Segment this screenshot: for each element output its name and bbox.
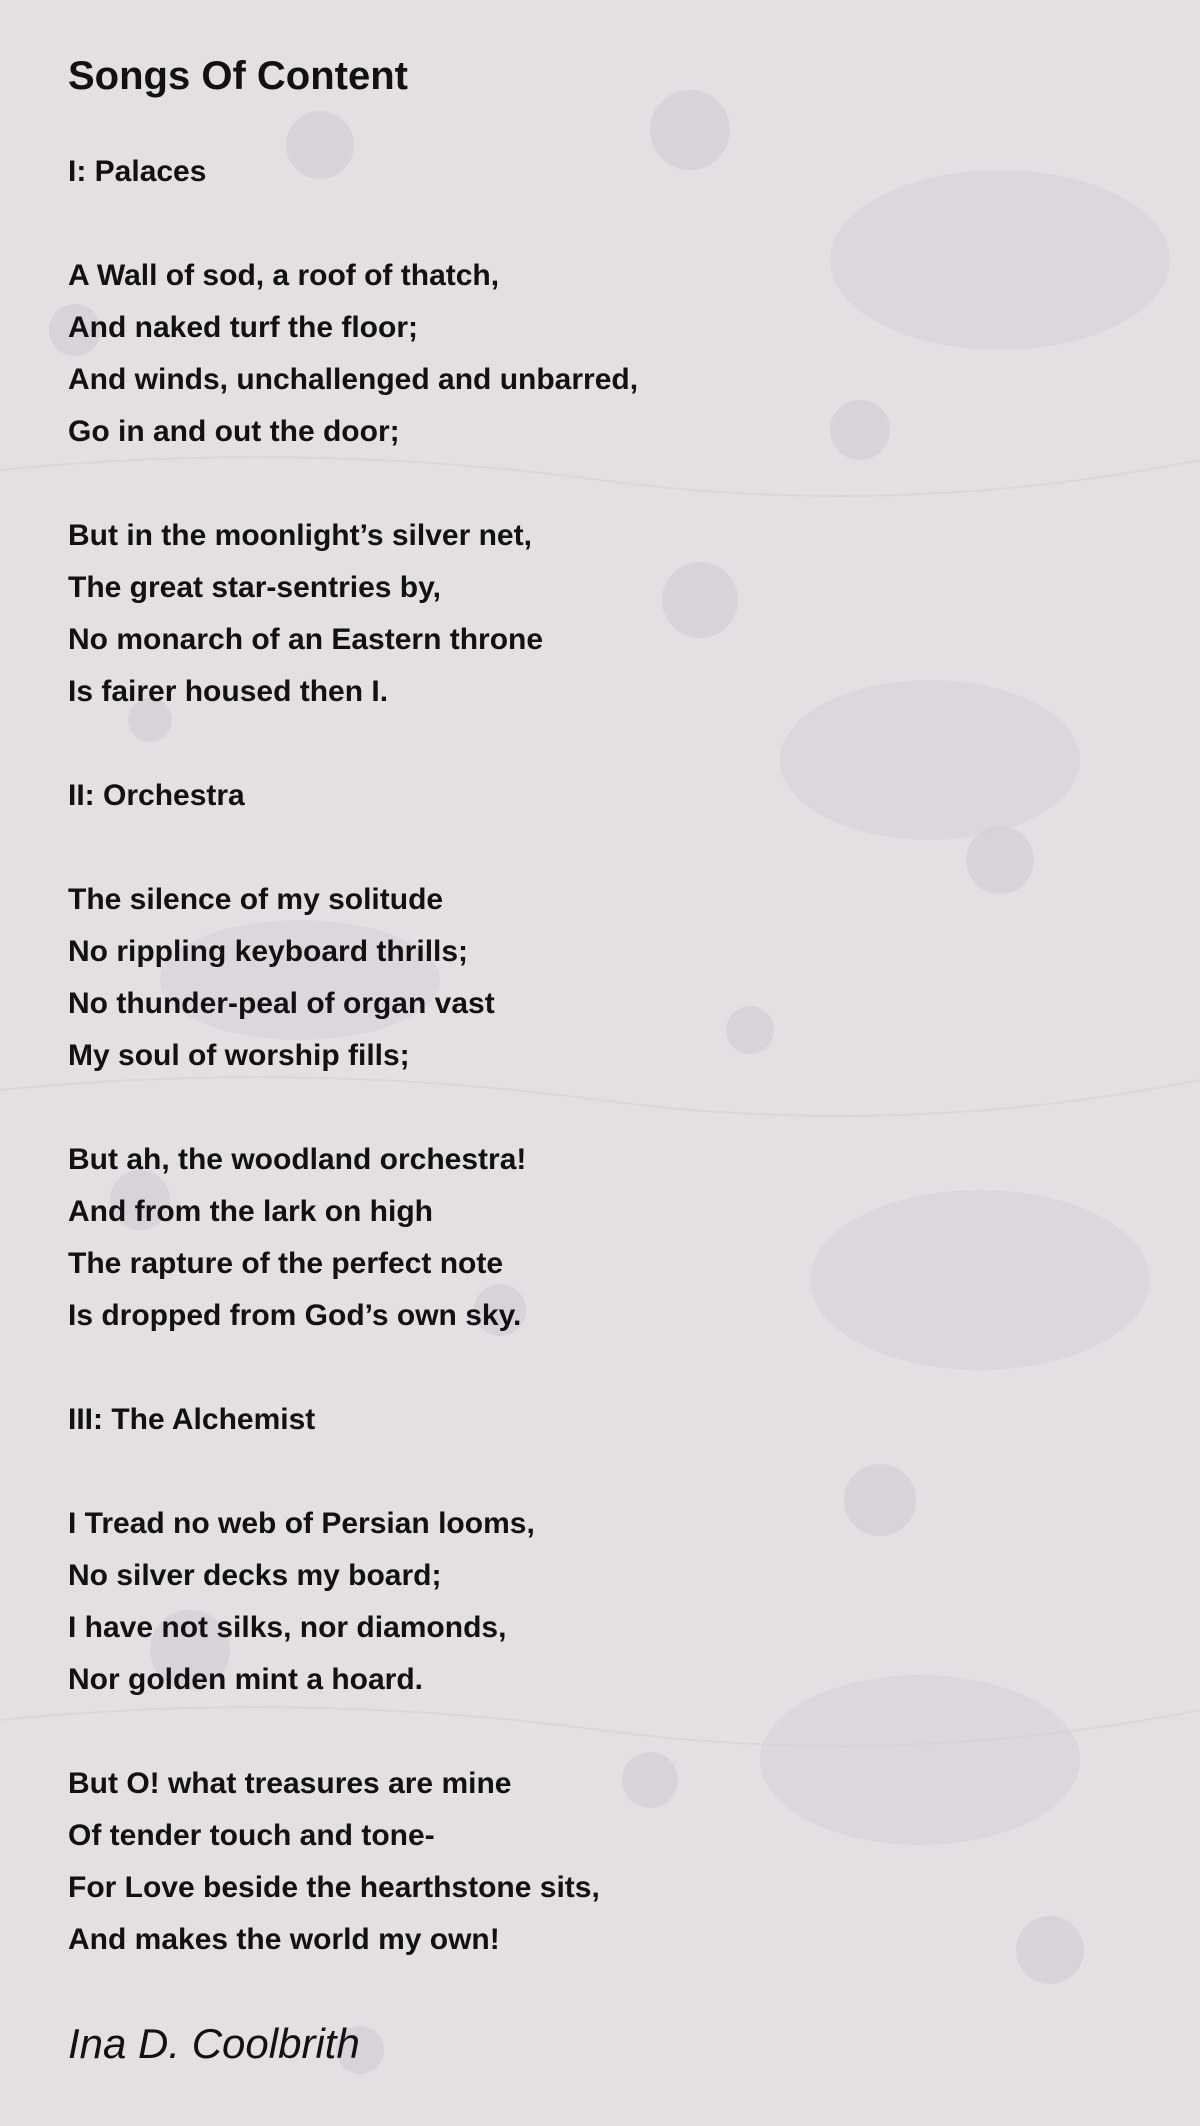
stanza-break <box>68 718 1148 770</box>
poem-line: The silence of my solitude <box>68 883 444 916</box>
poem-line: No monarch of an Eastern throne <box>68 623 544 656</box>
poem-line: My soul of worship fills; <box>68 1039 410 1072</box>
poem-body <box>68 146 1148 1966</box>
poem-line: Of tender touch and tone- <box>68 1819 435 1852</box>
poem-page <box>68 52 1148 2070</box>
stanza-break <box>68 198 1148 250</box>
poem-line: And winds, unchallenged and unbarred, <box>68 363 639 396</box>
poem-line: Is fairer housed then I. <box>68 675 389 708</box>
stanza-break <box>68 1706 1148 1758</box>
poem-line: And naked turf the floor; <box>68 311 418 344</box>
poem-line: For Love beside the hearthstone sits, <box>68 1871 600 1904</box>
poem-line: And from the lark on high <box>68 1195 433 1228</box>
poem-line: And makes the world my own! <box>68 1923 500 1956</box>
poem-line: No silver decks my board; <box>68 1559 442 1592</box>
stanza-break <box>68 1446 1148 1498</box>
stanza-break <box>68 1342 1148 1394</box>
poem-line: No thunder-peal of organ vast <box>68 987 495 1020</box>
poem-line: I have not silks, nor diamonds, <box>68 1611 507 1644</box>
poem-line: The great star-sentries by, <box>68 571 441 604</box>
stanza-break <box>68 822 1148 874</box>
stanza-break <box>68 1082 1148 1134</box>
poem-line: But O! what treasures are mine <box>68 1767 512 1800</box>
poem-title: Songs Of Content <box>68 54 408 98</box>
poem-line: The rapture of the perfect note <box>68 1247 504 1280</box>
poem-line: Nor golden mint a hoard. <box>68 1663 424 1696</box>
poem-line: Is dropped from God’s own sky. <box>68 1299 522 1332</box>
poem-author: Ina D. Coolbrith <box>68 2020 360 2067</box>
poem-line: I: Palaces <box>68 155 207 188</box>
poem-line: No rippling keyboard thrills; <box>68 935 469 968</box>
poem-line: But ah, the woodland orchestra! <box>68 1143 527 1176</box>
poem-line: A Wall of sod, a roof of thatch, <box>68 259 500 292</box>
poem-line: Go in and out the door; <box>68 415 400 448</box>
poem-line: But in the moonlight’s silver net, <box>68 519 532 552</box>
poem-line: III: The Alchemist <box>68 1403 316 1436</box>
poem-line: II: Orchestra <box>68 779 245 812</box>
poem-line: I Tread no web of Persian looms, <box>68 1507 535 1540</box>
stanza-break <box>68 458 1148 510</box>
